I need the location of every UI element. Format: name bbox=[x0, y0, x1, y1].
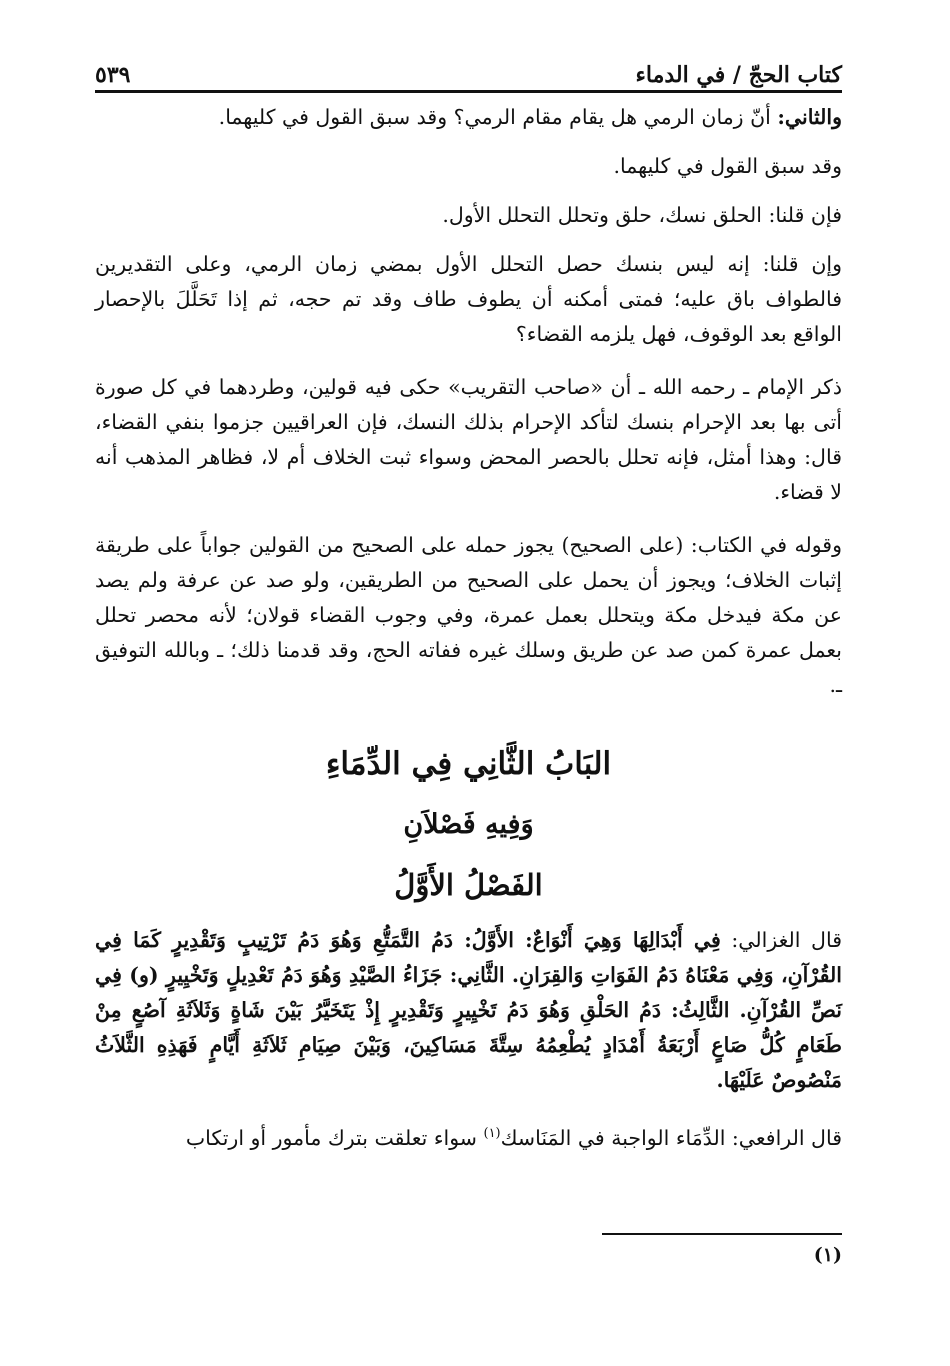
ghazali-lead: قال الغزالي: bbox=[720, 928, 842, 952]
rafii-text-after: سواء تعلقت بترك مأمور أو ارتكاب bbox=[185, 1125, 484, 1150]
paragraph-not-nusuk bbox=[95, 247, 842, 352]
rafii-text-before: قال الرافعي: الدِّمَاء الواجبة في المَنَاسك bbox=[500, 1125, 842, 1150]
footnote: (١) bbox=[813, 1244, 842, 1266]
paragraph-ghazali bbox=[95, 923, 842, 1098]
header-rule bbox=[95, 90, 842, 93]
paragraph-text: وإن قلنا: إنه ليس بنسك حصل التحلل الأول بمضي زمان الرمي، وعلى التقديرين فالطواف باق عليه؛ فمتى أمكنه أن يطوف طاف وقد تم حجه، ثم إذا تَحَلَّلَ بالإحصار الواقع بعد الوقوف، فهل يلزمه القضاء؟ bbox=[95, 252, 842, 346]
paragraph-halq-nusuk bbox=[95, 198, 842, 233]
chapter-heading: البَابُ الثَّانِي فِي الدِّمَاءِ bbox=[325, 746, 612, 782]
paragraph-kitab bbox=[95, 528, 842, 703]
header-title: كتاب الحجّ / في الدماء bbox=[635, 62, 842, 88]
paragraph-rafii bbox=[95, 1116, 842, 1156]
footnote-marker: (١) bbox=[483, 1126, 501, 1141]
page-body bbox=[95, 100, 842, 1170]
ghazali-matn: فِي أَبْدَالِهَا وَهِيَ أَنْوَاعٌ: الأَوَّلُ: دَمُ التَّمَتُّعِ وَهُوَ دَمُ تَرْتِيبٍ وَتَقْدِيرٍ كَمَا فِي القُرْآنِ، وَفِي مَعْنَاهُ دَمُ الفَوَاتِ وَالقِرَانِ. الثَّانِي: جَزَاءُ الصَّيْدِ وَهُوَ دَمُ تَعْدِيلٍ وَتَخْيِيرٍ (و) فِي نَصِّ القُرْآنِ. الثَّالِثُ: دَمُ الحَلْقِ وَهُوَ دَمُ تَخْيِيرٍ وَتَقْدِيرٍ إِذْ يَتَخَيَّرُ بَيْنَ شَاةٍ وَثَلاَثَةِ آصُعٍ مِنْ طَعَامٍ كُلُّ صَاعٍ أَرْبَعَةُ أَمْدَادٍ يُطْعِمُهُ سِتَّةَ مَسَاكِينَ، وَبَيْنَ صِيَامِ ثَلاَثَةِ أَيَّامٍ فَهَذِهِ الثَّلاَثُ مَنْصُوصٌ عَلَيْهَا. bbox=[95, 928, 842, 1092]
paragraph-text: وقد سبق القول في كليهما. bbox=[613, 154, 842, 178]
footnote-rule bbox=[602, 1233, 842, 1235]
paragraph-second-point bbox=[95, 100, 842, 135]
section-count-heading: وَفِيهِ فَصْلاَنِ bbox=[403, 809, 534, 840]
paragraph-both bbox=[95, 149, 842, 184]
running-header bbox=[95, 48, 842, 88]
paragraph-text: ذكر الإمام ـ رحمه الله ـ أن «صاحب التقريب» حكى فيه قولين، وطردهما في كل صورة أتى بها بعد الإحرام بنسك لتأكد الإحرام بذلك النسك، فإن العراقيين جزموا بنفي القضاء، قال: وهذا أمثل، فإنه تحلل بالحصر المحض وسواء ثبت الخلاف أم لا، فظاهر المذهب أنه لا قضاء. bbox=[95, 375, 842, 504]
page-number: ٥٣٩ bbox=[95, 62, 131, 88]
paragraph-text: فإن قلنا: الحلق نسك، حلق وتحلل التحلل الأول. bbox=[442, 203, 842, 227]
paragraph-lead: والثاني: bbox=[777, 105, 842, 129]
section-heading: الفَصْلُ الأَوَّلُ bbox=[394, 868, 543, 902]
paragraph-imam bbox=[95, 370, 842, 510]
paragraph-text: وقوله في الكتاب: (على الصحيح) يجوز حمله على الصحيح من القولين جواباً على طريقة إثبات الخلاف؛ ويجوز أن يحمل على الصحيح من الطريقين، ولو صد عن عرفة ولم يصد عن مكة فيدخل مكة ويتحلل بعمل عمرة، وفي وجوب القضاء قولان؛ لأنه محصر تحلل بعمل عمرة كمن صد عن طريق وسلك غيره ففاته الحج، وقد قدمنا ذلك؛ ـ وبالله التوفيق ـ. bbox=[95, 533, 842, 697]
paragraph-text: أنّ زمان الرمي هل يقام مقام الرمي؟ وقد سبق القول في كليهما. bbox=[218, 105, 778, 129]
